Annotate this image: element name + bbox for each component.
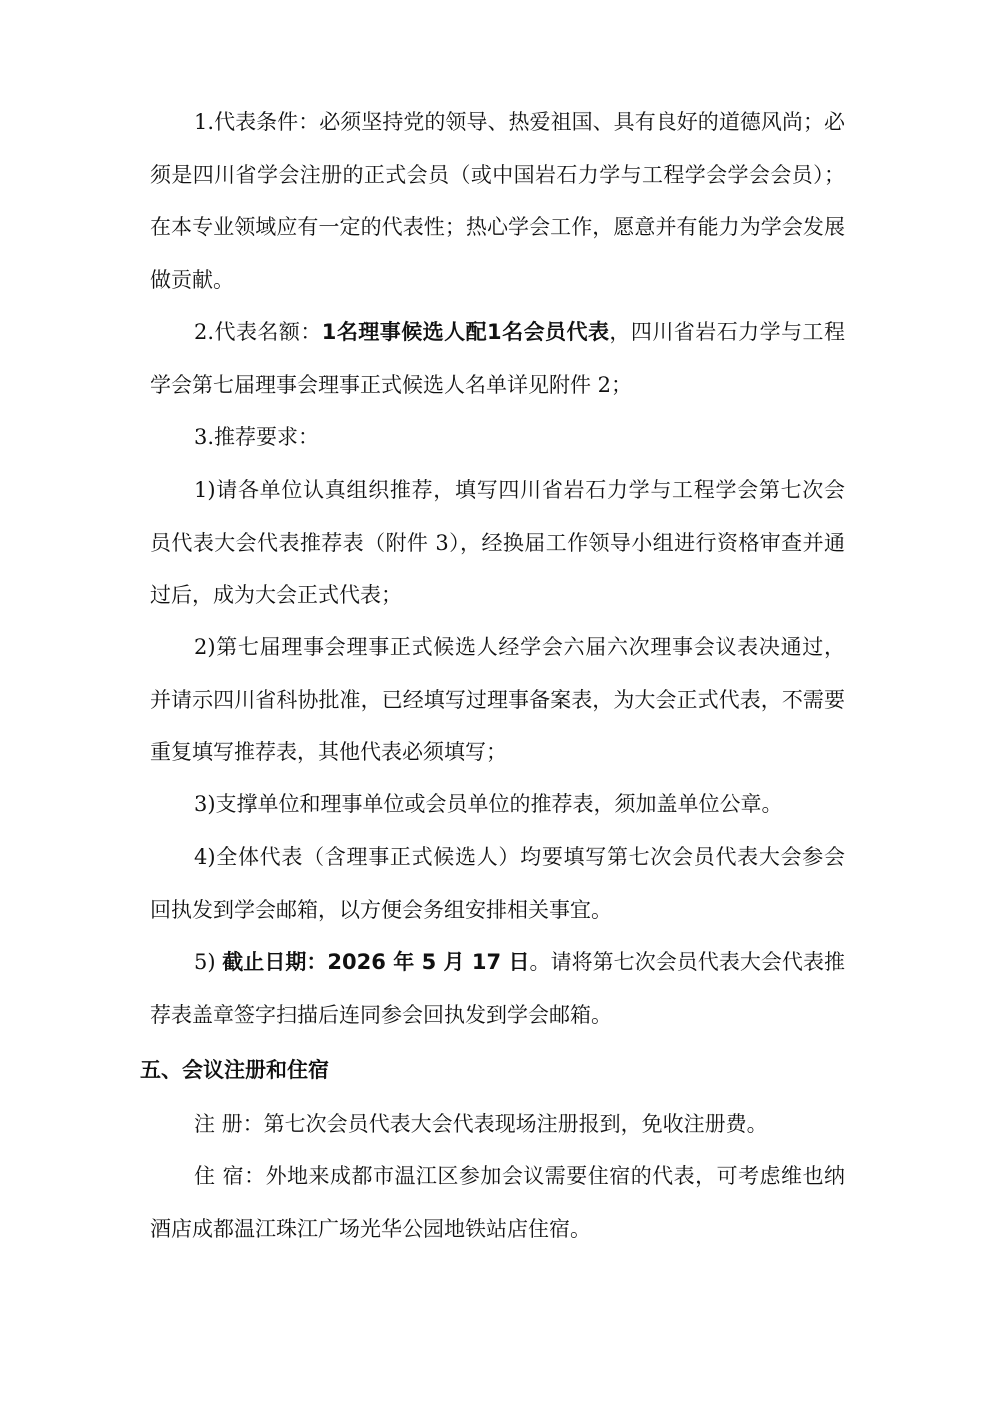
deadline-index: 5) [194,950,223,974]
paragraph-representative-conditions: 1.代表条件：必须坚持党的领导、热爱祖国、具有良好的道德风尚；必须是四川省学会注册的正式会员（或中国岩石力学与工程学会学会会员）；在本专业领域应有一定的代表性；热心学会工作，愿意并有能力为学会发展做贡献。 [150,110,845,292]
quota-bold-text: 1名理事候选人配1名会员代表 [321,320,610,344]
paragraph-representative-quota [150,306,845,411]
quota-label: 2.代表名额： [194,320,322,344]
deadline-detail: 。请将第七次会员代表大会代表推荐表盖章签字扫描后连同参会回执发到学会邮箱。 [150,950,845,1027]
paragraph-requirement-2: 2)第七届理事会理事正式候选人经学会六届六次理事会议表决通过，并请示四川省科协批准，已经填写过理事备案表，为大会正式代表，不需要重复填写推荐表，其他代表必须填写； [150,635,845,764]
section-heading-registration-accommodation: 五、会议注册和住宿 [140,1058,329,1082]
paragraph-recommendation-requirements: 3.推荐要求： [194,425,320,449]
paragraph-accommodation: 住 宿：外地来成都市温江区参加会议需要住宿的代表，可考虑维也纳酒店成都温江珠江广场光华公园地铁站店住宿。 [150,1164,845,1241]
paragraph-requirement-3: 3)支撑单位和理事单位或会员单位的推荐表，须加盖单位公章。 [194,792,783,816]
paragraph-requirement-1: 1)请各单位认真组织推荐，填写四川省岩石力学与工程学会第七次会员代表大会代表推荐表（附件 3），经换届工作领导小组进行资格审查并通过后，成为大会正式代表； [150,478,845,607]
paragraph-requirement-4: 4)全体代表（含理事正式候选人）均要填写第七次会员代表大会参会回执发到学会邮箱，以方便会务组安排相关事宜。 [150,845,845,922]
paragraph-requirement-5 [150,936,845,1041]
paragraph-registration: 注 册：第七次会员代表大会代表现场注册报到，免收注册费。 [194,1112,768,1136]
quota-detail: ，四川省岩石力学与工程学会第七届理事会理事正式候选人名单详见附件 2； [150,320,845,397]
deadline-bold-text: 截止日期：2026 年 5 月 17 日 [222,950,530,974]
